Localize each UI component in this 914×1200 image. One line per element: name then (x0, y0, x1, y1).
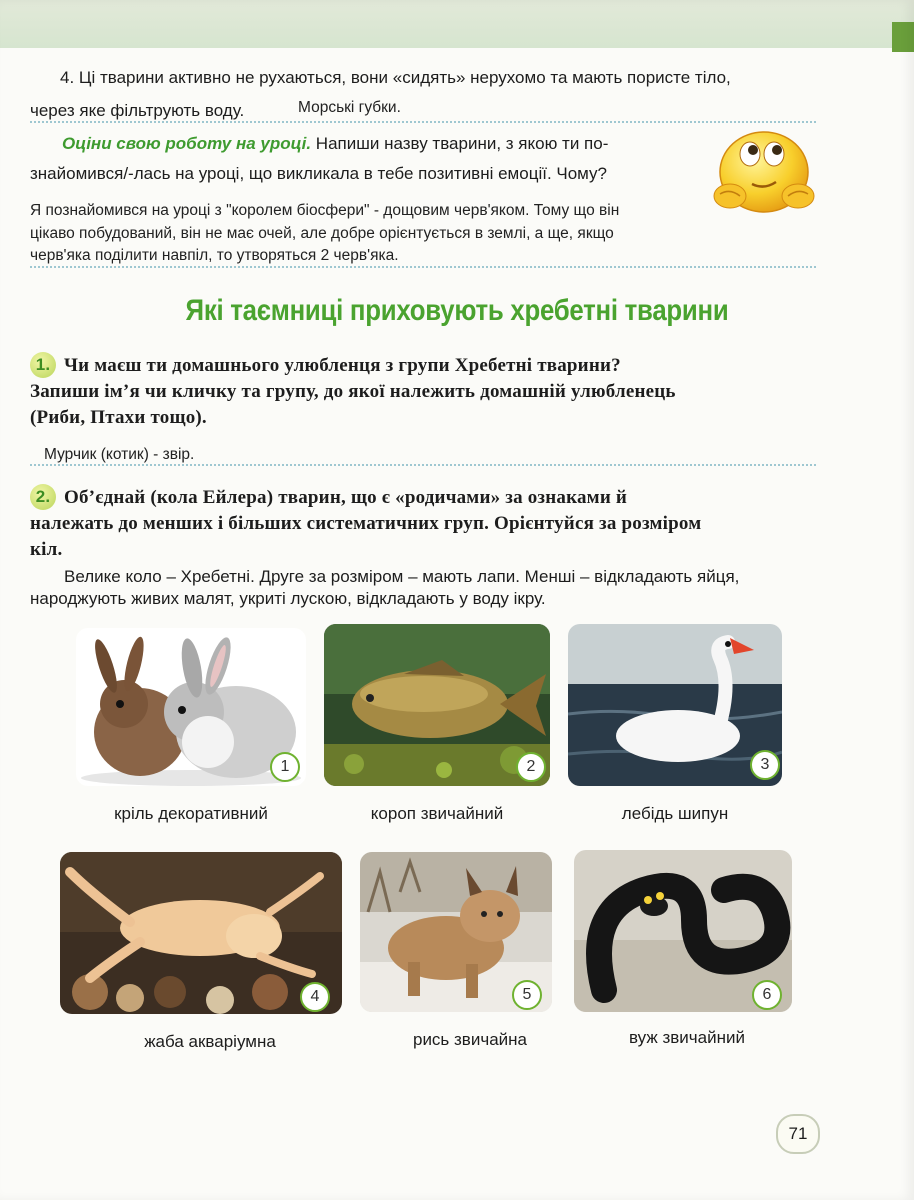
chapter-tab (892, 22, 914, 52)
task1-text (30, 352, 820, 431)
animal-number-badge: 5 (512, 980, 542, 1010)
task1-answer-line (30, 440, 816, 466)
task1-line1: Чи маєш ти домашнього улюбленця з групи Хребетні тварини? (64, 355, 621, 376)
task2-line1: Об’єднай (кола Ейлера) тварин, що є «родичами» за ознаками й (64, 487, 628, 508)
self-assess-prompt-line2: знайомився/-лась на уроці, що викликала в тебе позитивні емоції. Чому? (30, 164, 608, 183)
self-assess-prompt-line1 (62, 130, 702, 158)
task1-line3: (Риби, Птахи тощо). (30, 407, 207, 428)
task4-line2: через яке фільтрують воду. (30, 101, 245, 120)
task2-answer-line2: народжують живих малят, укриті лускою, відкладають у воду ікру. (30, 589, 546, 608)
carp-photo (324, 624, 550, 786)
animal-number-badge: 3 (750, 750, 780, 780)
animal-number-badge: 2 (516, 752, 546, 782)
task4-line1: 4. Ці тварини активно не рухаються, вони «сидять» нерухомо та мають пористе тіло, (60, 68, 731, 87)
animal-caption: кріль декоративний (114, 804, 268, 823)
task4-answer: Морські губки. (298, 99, 401, 116)
top-header-band (0, 0, 914, 48)
animal-number-badge: 1 (270, 752, 300, 782)
task2-line2: належать до менших і більших систематичних груп. Орієнтуйся за розміром (30, 513, 702, 534)
snake-photo (574, 850, 792, 1012)
task2-line3: кіл. (30, 539, 63, 560)
animal-number-badge: 6 (752, 980, 782, 1010)
animal-caption: жаба акваріумна (144, 1032, 276, 1051)
animal-caption: короп звичайний (370, 804, 504, 823)
task2-text (30, 484, 820, 563)
task1-answer: Мурчик (котик) - звір. (44, 446, 195, 463)
self-assess-answer-lines (30, 194, 816, 268)
task1-line2: Запиши ім’я чи кличку та групу, до якої належить домашній улюбленець (30, 381, 676, 402)
task2-number: 2. (30, 484, 56, 510)
rabbit-photo (76, 628, 306, 786)
animal-caption: вуж звичайний (629, 1028, 745, 1047)
self-assess-answer-line1: Я познайомився на уроці з "королем біосфери" - дощовим черв'яком. Тому що він (30, 202, 620, 219)
lynx-photo (360, 852, 552, 1012)
page-number: 71 (776, 1114, 820, 1154)
frog-photo (60, 852, 342, 1014)
swan-photo (568, 624, 782, 786)
task2-answer-line1: Велике коло – Хребетні. Друге за розміром – мають лапи. Менші – відкладають яйця, (64, 567, 740, 586)
self-assess-answer-line2: цікаво побудований, він не має очей, але добре орієнтується в землі, а ще, якщо (30, 225, 614, 242)
animal-caption: лебідь шипун (621, 804, 729, 823)
self-assess-prompt-highlight: Оціни свою роботу на уроці. (62, 134, 312, 153)
animal-number-badge: 4 (300, 982, 330, 1012)
animal-caption: рись звичайна (412, 1030, 527, 1049)
section-title: Які таємниці приховують хребетні тварини (185, 294, 729, 327)
task1-number: 1. (30, 352, 56, 378)
task4-answer-line (30, 93, 816, 123)
self-assess-prompt-text: Напиши назву тварини, з якою ти по- (315, 134, 609, 153)
self-assess-answer-line3: черв'яка поділити навпіл, то утворяться 2 черв'яка. (30, 247, 399, 264)
